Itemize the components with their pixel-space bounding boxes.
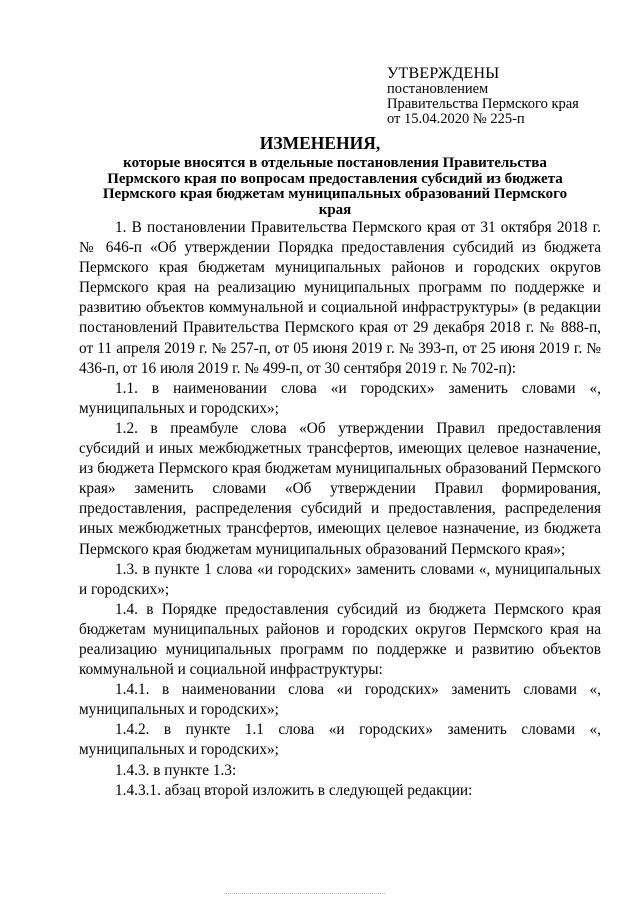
paragraph-1: 1. В постановлении Правительства Пермского края от 31 октября 2018 г. № 646-п «Об утверждении Порядка предоставления субсидий из бюджета Пермского края бюджетам муниципальных районов и городских округов Пермского края на реализацию муниципальных программ по поддержке и развитию объектов коммунальной и социальной инфраструктуры» (в редакции постановлений Правительства Пермского края от 29 декабря 2018 г. № 888-п, от 11 апреля 2019 г. № 257-п, от 05 июня 2019 г. № 393-п, от 25 июня 2019 г. № 436-п, от 16 июля 2019 г. № 499-п, от 30 сентября 2019 г. № 702-п): bbox=[79, 219, 601, 377]
document-body bbox=[79, 218, 601, 801]
paragraph-1-4-3: 1.4.3. в пункте 1.3: bbox=[115, 761, 237, 779]
approval-title: УТВЕРЖДЕНЫ bbox=[387, 65, 500, 82]
paragraph-1-4-2: 1.4.2. в пункте 1.1 слова «и городских» заменить словами «, муниципальных и городских»; bbox=[79, 721, 601, 759]
document-subtitle: которые вносятся в отдельные постановления Правительства Пермского края по вопросам предоставления субсидий из бюджета Пермского края бюджетам муниципальных образований Пермского края bbox=[102, 155, 568, 218]
paragraph-1-3: 1.3. в пункте 1 слова «и городских» заменить словами «, муниципальных и городских»; bbox=[79, 560, 601, 598]
paragraph-1-2: 1.2. в преамбуле слова «Об утверждении Правил предоставления субсидий и иных межбюджетных трансфертов, имеющих целевое назначение, из бюджета Пермского края бюджетам муниципальных образований Пермского края» заменить словами «Об утверждении Правил формирования, предоставления, распределения субсидий и предоставления, распределения иных межбюджетных трансфертов, имеющих целевое назначение, из бюджета Пермского края бюджетам муниципальных образований Пермского края»; bbox=[79, 419, 601, 558]
approval-line-1: постановлением bbox=[387, 81, 489, 97]
approval-line-3: от 15.04.2020 № 225-п bbox=[387, 111, 525, 127]
scan-edge-mark bbox=[225, 893, 385, 895]
document-title: ИЗМЕНЕНИЯ, bbox=[259, 133, 381, 153]
paragraph-1-4-1: 1.4.1. в наименовании слова «и городских» заменить словами «, муниципальных и городских»; bbox=[79, 681, 601, 719]
paragraph-1-1: 1.1. в наименовании слова «и городских» заменить словами «, муниципальных и городских»; bbox=[79, 379, 601, 417]
paragraph-1-4-3-1: 1.4.3.1. абзац второй изложить в следующей редакции: bbox=[115, 781, 473, 799]
paragraph-1-4: 1.4. в Порядке предоставления субсидий из бюджета Пермского края бюджетам муниципальных районов и городских округов Пермского края на реализацию муниципальных программ по поддержке и развитию объектов коммунальной и социальной инфраструктуры: bbox=[79, 600, 601, 679]
approval-line-2: Правительства Пермского края bbox=[387, 96, 579, 112]
approval-block bbox=[387, 66, 627, 127]
